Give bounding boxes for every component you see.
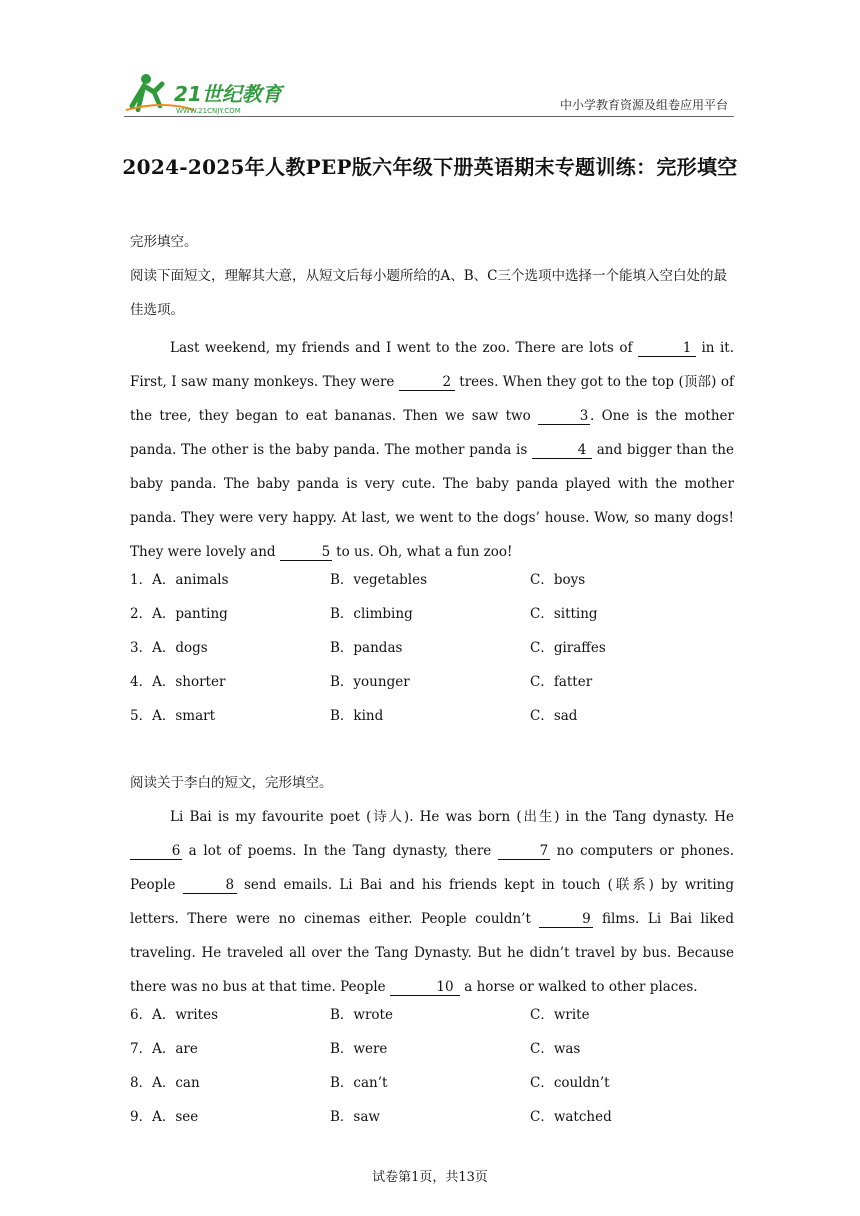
option-a: A．panting (152, 606, 228, 622)
passage-text: films. Li Bai liked traveling. He traveled all over the Tang Dynasty. But he didn’t travel by bus. Because there was no bus at that time. People (130, 911, 734, 995)
question-number: 2． (130, 606, 153, 622)
option-c: C．couldn’t (530, 1075, 610, 1091)
instructions: 阅读下面短文，理解其大意，从短文后每小题所给的A、B、C三个选项中选择一个能填入空白处的最佳选项。 (130, 268, 727, 318)
blank-9: 9 (539, 911, 593, 928)
question-number: 3． (130, 640, 153, 656)
question-row (130, 1038, 734, 1072)
passage-text: a horse or walked to other places. (464, 979, 698, 995)
passage-text: a lot of poems. In the Tang dynasty, there (188, 843, 492, 859)
passage-2 (130, 800, 734, 1004)
question-row (130, 637, 734, 671)
question-number: 7． (130, 1041, 153, 1057)
option-c: C．boys (530, 572, 586, 588)
option-b: B．climbing (330, 606, 413, 622)
blank-6: 6 (130, 843, 182, 860)
blank-8: 8 (183, 877, 237, 894)
header-tagline: 中小学教育资源及组卷应用平台 (559, 98, 728, 112)
logo-text: 21世纪教育 (174, 82, 282, 106)
question-list-2 (130, 1004, 734, 1140)
option-a: A．see (152, 1109, 199, 1125)
passage-text: . One is the mother panda. The other is the baby panda. The mother panda is (130, 408, 734, 458)
option-a: A．shorter (152, 674, 226, 690)
option-a: A．writes (152, 1007, 219, 1023)
question-number: 8． (130, 1075, 153, 1091)
option-a: A．animals (152, 572, 229, 588)
blank-10: 10 (390, 979, 460, 996)
blank-1: 1 (638, 340, 696, 357)
option-a: A．can (152, 1075, 200, 1091)
question-row (130, 671, 734, 705)
passage-text: send emails. Li Bai and his friends kept in touch (联系) by writing letters. There were no cinemas either. People couldn’t (130, 877, 735, 927)
option-a: A．dogs (152, 640, 208, 656)
option-b: B．were (330, 1041, 388, 1057)
section-heading: 完形填空。 (130, 234, 198, 250)
blank-7: 7 (498, 843, 550, 860)
option-c: C．sad (530, 708, 578, 724)
option-c: C．sitting (530, 606, 598, 622)
question-row (130, 603, 734, 637)
document-body (130, 232, 734, 1140)
blank-5: 5 (280, 544, 332, 561)
question-row (130, 1072, 734, 1106)
logo (124, 70, 294, 116)
question-row (130, 1004, 734, 1038)
option-b: B．can’t (330, 1075, 388, 1091)
passage-1 (130, 331, 734, 569)
passage-text: in it. First, I saw many monkeys. They were (130, 340, 735, 390)
option-a: A．are (152, 1041, 198, 1057)
option-c: C．write (530, 1007, 590, 1023)
passage-text: trees. When they got to the top (顶部) of the tree, they began to eat bananas. Then we saw two (130, 374, 735, 424)
option-c: C．watched (530, 1109, 612, 1125)
passage-text: no computers or phones. People (130, 843, 735, 893)
blank-4: 4 (532, 442, 592, 459)
section-gap (130, 739, 734, 773)
page-title: 2024-2025年人教PEP版六年级下册英语期末专题训练：完形填空 (122, 155, 738, 179)
option-c: C．was (530, 1041, 581, 1057)
passage-text: Last weekend, my friends and I went to the zoo. There are lots of (170, 340, 633, 356)
option-b: B．pandas (330, 640, 403, 656)
option-c: C．fatter (530, 674, 593, 690)
option-b: B．kind (330, 708, 384, 724)
option-b: B．vegetables (330, 572, 428, 588)
option-c: C．giraffes (530, 640, 606, 656)
question-row (130, 1106, 734, 1140)
question-number: 5． (130, 708, 153, 724)
question-row (130, 569, 734, 603)
option-b: B．wrote (330, 1007, 393, 1023)
page-footer: 试卷第1页，共13页 (372, 1170, 488, 1185)
blank-3: 3 (538, 408, 590, 425)
option-a: A．smart (152, 708, 215, 724)
question-number: 9． (130, 1109, 153, 1125)
option-b: B．saw (330, 1109, 380, 1125)
passage-text: Li Bai is my favourite poet (诗人). He was born (出生) in the Tang dynasty. He (170, 809, 734, 825)
passage-text: to us. Oh, what a fun zoo! (336, 544, 513, 560)
question-number: 1． (130, 572, 153, 588)
blank-2: 2 (399, 374, 455, 391)
question-number: 4． (130, 674, 153, 690)
question-row (130, 705, 734, 739)
passage-text: and bigger than the baby panda. The baby panda is very cute. The baby panda played with the mother panda. They were very happy. At last, we went to the dogs’ house. Wow, so many dogs! They were lovely and (130, 442, 734, 560)
question-list-1 (130, 569, 734, 739)
section-heading: 阅读关于李白的短文，完形填空。 (130, 775, 333, 791)
header-divider (124, 116, 734, 117)
question-number: 6． (130, 1007, 153, 1023)
logo-url: WWW.21CNJY.COM (176, 107, 241, 115)
option-b: B．younger (330, 674, 410, 690)
